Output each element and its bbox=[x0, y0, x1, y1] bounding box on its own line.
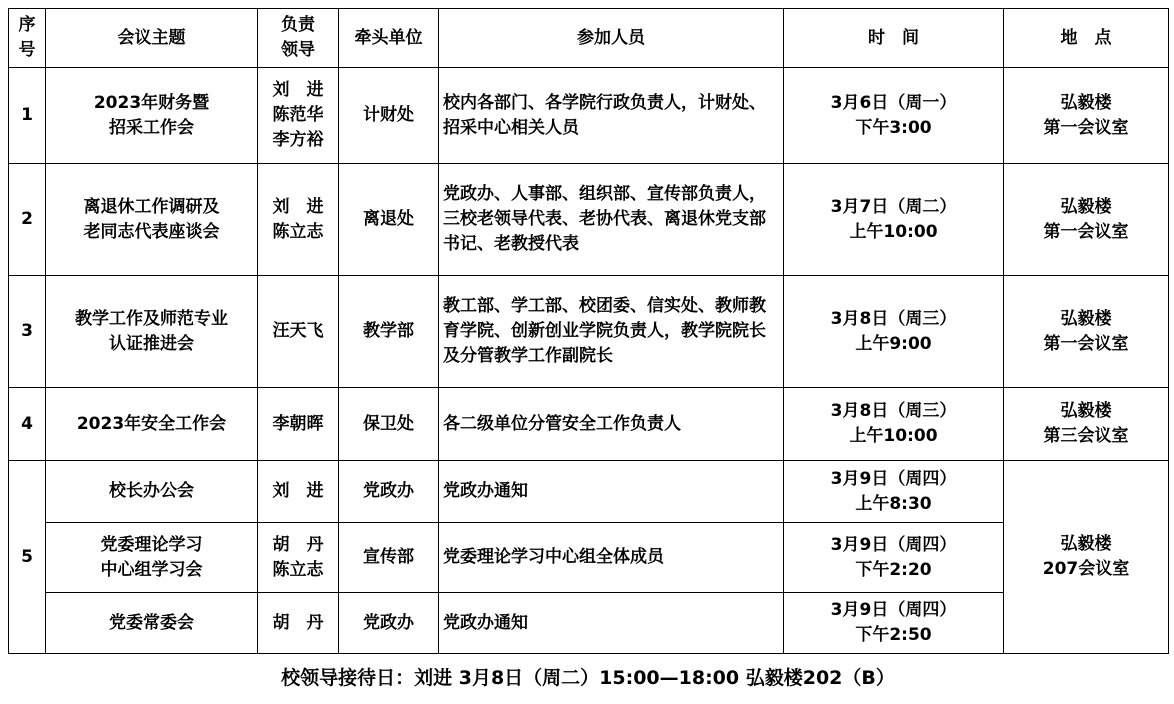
cell-unit: 教学部 bbox=[339, 276, 439, 388]
cell-no: 3 bbox=[9, 276, 46, 388]
table-row bbox=[9, 68, 1169, 164]
table-row bbox=[9, 164, 1169, 276]
cell-place: 弘毅楼 第三会议室 bbox=[1004, 388, 1169, 461]
cell-unit: 党政办 bbox=[339, 593, 439, 654]
cell-attendees: 教工部、学工部、校团委、信实处、教师教育学院、创新创业学院负责人，教学院院长及分管教学工作副院长 bbox=[439, 276, 784, 388]
cell-place: 弘毅楼 第一会议室 bbox=[1004, 276, 1169, 388]
cell-place: 弘毅楼 207会议室 bbox=[1004, 461, 1169, 654]
table-row bbox=[9, 523, 1169, 593]
cell-unit: 保卫处 bbox=[339, 388, 439, 461]
cell-topic: 校长办公会 bbox=[46, 461, 258, 523]
cell-no: 4 bbox=[9, 388, 46, 461]
cell-attendees: 各二级单位分管安全工作负责人 bbox=[439, 388, 784, 461]
header-leader: 负责 领导 bbox=[258, 9, 339, 68]
cell-topic: 教学工作及师范专业 认证推进会 bbox=[46, 276, 258, 388]
cell-place: 弘毅楼 第一会议室 bbox=[1004, 68, 1169, 164]
cell-time: 3月7日（周二） 上午10:00 bbox=[784, 164, 1004, 276]
cell-no: 2 bbox=[9, 164, 46, 276]
cell-leader: 李朝晖 bbox=[258, 388, 339, 461]
cell-attendees: 党委理论学习中心组全体成员 bbox=[439, 523, 784, 593]
cell-leader: 刘 进 bbox=[258, 461, 339, 523]
cell-leader: 胡 丹 bbox=[258, 593, 339, 654]
header-attendees: 参加人员 bbox=[439, 9, 784, 68]
cell-topic: 离退休工作调研及 老同志代表座谈会 bbox=[46, 164, 258, 276]
cell-leader: 胡 丹 陈立志 bbox=[258, 523, 339, 593]
cell-topic: 2023年财务暨 招采工作会 bbox=[46, 68, 258, 164]
header-unit: 牵头单位 bbox=[339, 9, 439, 68]
cell-time: 3月9日（周四） 上午8:30 bbox=[784, 461, 1004, 523]
table-row bbox=[9, 593, 1169, 654]
cell-leader: 汪天飞 bbox=[258, 276, 339, 388]
header-no: 序 号 bbox=[9, 9, 46, 68]
cell-attendees: 党政办通知 bbox=[439, 593, 784, 654]
cell-unit: 党政办 bbox=[339, 461, 439, 523]
table-row bbox=[9, 461, 1169, 523]
cell-leader: 刘 进 陈立志 bbox=[258, 164, 339, 276]
cell-topic: 党委常委会 bbox=[46, 593, 258, 654]
cell-topic: 2023年安全工作会 bbox=[46, 388, 258, 461]
cell-attendees: 党政办、人事部、组织部、宣传部负责人，三校老领导代表、老协代表、离退休党支部书记、老教授代表 bbox=[439, 164, 784, 276]
header-place: 地 点 bbox=[1004, 9, 1169, 68]
meeting-schedule-table bbox=[8, 8, 1169, 654]
cell-no: 1 bbox=[9, 68, 46, 164]
table-row bbox=[9, 276, 1169, 388]
cell-time: 3月6日（周一） 下午3:00 bbox=[784, 68, 1004, 164]
reception-day-note: 校领导接待日：刘进 3月8日（周二）15:00—18:00 弘毅楼202（B） bbox=[281, 667, 895, 689]
cell-attendees: 党政办通知 bbox=[439, 461, 784, 523]
cell-unit: 计财处 bbox=[339, 68, 439, 164]
cell-leader: 刘 进 陈范华 李方裕 bbox=[258, 68, 339, 164]
cell-topic: 党委理论学习 中心组学习会 bbox=[46, 523, 258, 593]
cell-no: 5 bbox=[9, 461, 46, 654]
cell-time: 3月9日（周四） 下午2:50 bbox=[784, 593, 1004, 654]
header-time: 时 间 bbox=[784, 9, 1004, 68]
table-header-row bbox=[9, 9, 1169, 68]
cell-unit: 离退处 bbox=[339, 164, 439, 276]
cell-attendees: 校内各部门、各学院行政负责人，计财处、招采中心相关人员 bbox=[439, 68, 784, 164]
table-row bbox=[9, 388, 1169, 461]
cell-place: 弘毅楼 第一会议室 bbox=[1004, 164, 1169, 276]
cell-time: 3月9日（周四） 下午2:20 bbox=[784, 523, 1004, 593]
cell-time: 3月8日（周三） 上午10:00 bbox=[784, 388, 1004, 461]
header-topic: 会议主题 bbox=[46, 9, 258, 68]
cell-unit: 宣传部 bbox=[339, 523, 439, 593]
cell-time: 3月8日（周三） 上午9:00 bbox=[784, 276, 1004, 388]
